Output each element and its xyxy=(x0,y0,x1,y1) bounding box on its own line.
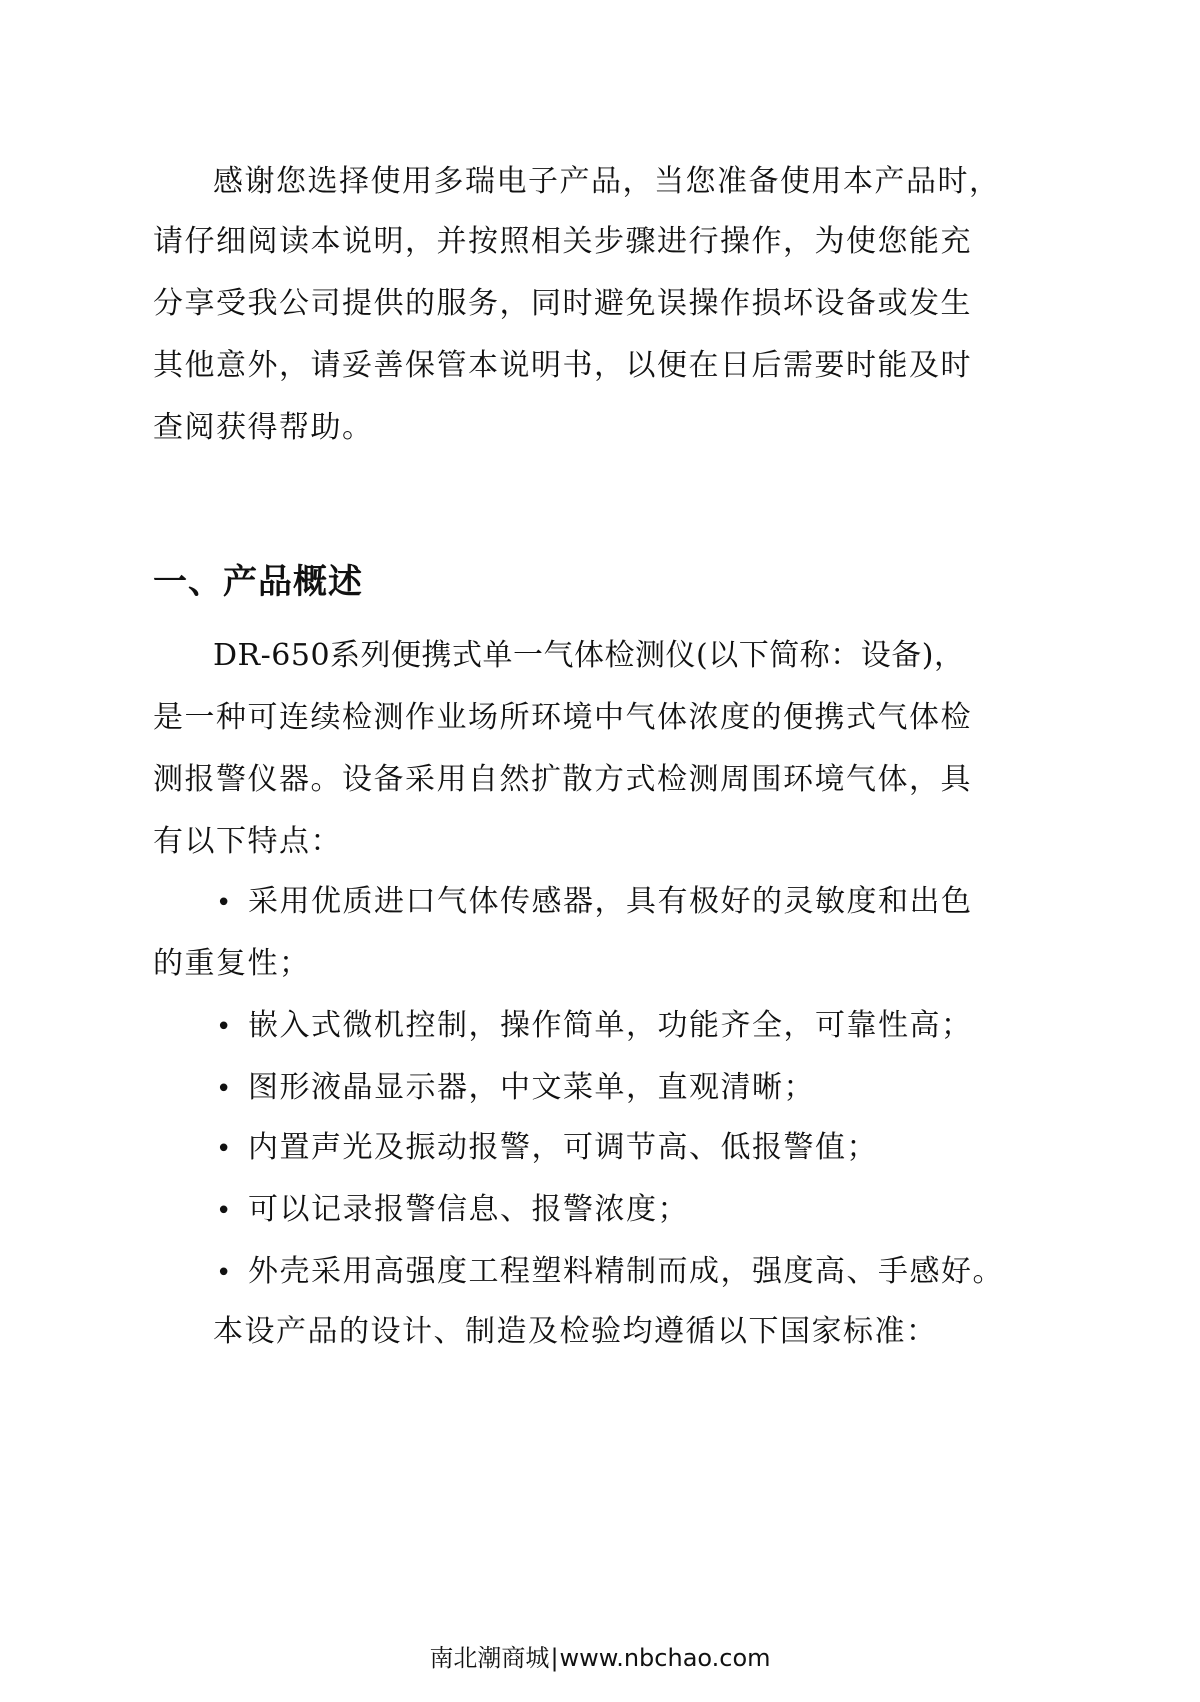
footer-separator: | xyxy=(550,1644,559,1672)
intro-line-5: 查阅获得帮助。 xyxy=(153,410,374,445)
intro-line-4: 其他意外，请妥善保管本说明书，以便在日后需要时能及时 xyxy=(153,348,972,383)
section-heading: 一、产品概述 xyxy=(153,562,363,602)
feature-text: 外壳采用高强度工程塑料精制而成，强度高、手感好。 xyxy=(248,1254,1004,1289)
bullet-icon: • xyxy=(216,1258,233,1288)
feature-item-3 xyxy=(216,1068,815,1109)
standards-intro: 本设产品的设计、制造及检验均遵循以下国家标准： xyxy=(213,1314,938,1349)
intro-line-1: 感谢您选择使用多瑞电子产品，当您准备使用本产品时， xyxy=(213,164,1001,199)
bullet-icon: • xyxy=(216,1196,233,1226)
bullet-icon: • xyxy=(216,888,233,918)
feature-item-4 xyxy=(216,1128,878,1169)
intro-line-3: 分享受我公司提供的服务，同时避免误操作损坏设备或发生 xyxy=(153,286,972,321)
bullet-icon: • xyxy=(216,1074,233,1104)
footer-url-link[interactable]: www.nbchao.com xyxy=(559,1644,771,1672)
overview-line-3: 测报警仪器。设备采用自然扩散方式检测周围环境气体，具 xyxy=(153,762,972,797)
feature-item-1 xyxy=(216,882,973,923)
feature-text: 可以记录报警信息、报警浓度； xyxy=(248,1192,689,1227)
feature-text: 嵌入式微机控制，操作简单，功能齐全，可靠性高； xyxy=(248,1008,973,1043)
overview-line-4: 有以下特点： xyxy=(153,824,342,859)
intro-line-2: 请仔细阅读本说明，并按照相关步骤进行操作，为使您能充 xyxy=(153,224,972,259)
feature-item-5 xyxy=(216,1190,689,1231)
feature-text: 采用优质进口气体传感器，具有极好的灵敏度和出色 xyxy=(248,884,973,919)
footer-watermark xyxy=(0,1642,1200,1674)
overview-line-2: 是一种可连续检测作业场所环境中气体浓度的便携式气体检 xyxy=(153,700,972,735)
feature-item-1-continued: 的重复性； xyxy=(153,946,311,981)
feature-item-2 xyxy=(216,1006,973,1047)
bullet-icon: • xyxy=(216,1012,233,1042)
feature-item-6 xyxy=(216,1252,1004,1293)
feature-text: 图形液晶显示器，中文菜单，直观清晰； xyxy=(248,1070,815,1105)
overview-line-1: DR-650系列便携式单一气体检测仪(以下简称：设备)， xyxy=(213,638,965,673)
feature-text: 内置声光及振动报警，可调节高、低报警值； xyxy=(248,1130,878,1165)
footer-site-name: 南北潮商城 xyxy=(429,1644,550,1672)
bullet-icon: • xyxy=(216,1134,233,1164)
